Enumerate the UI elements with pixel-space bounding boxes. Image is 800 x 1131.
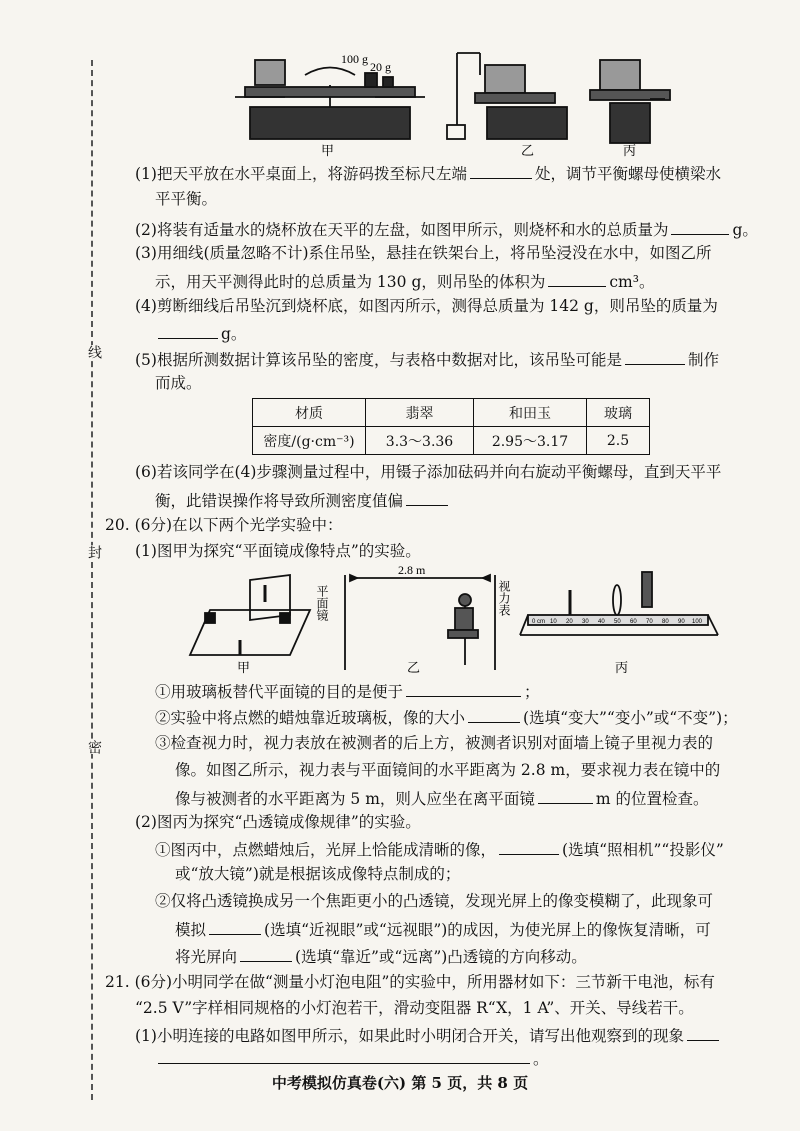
ruler-tick: 40 bbox=[598, 619, 605, 625]
q20-title: 20. (6分)在以下两个光学实验中： bbox=[105, 516, 343, 534]
table-cell: 密度/(g·cm⁻³) bbox=[253, 427, 366, 455]
q20-a2: ②实验中将点燃的蜡烛靠近玻璃板，像的大小 (选填“变大”“变小”或“不变”)； bbox=[155, 706, 738, 728]
answer-blank[interactable] bbox=[499, 838, 559, 855]
answer-blank[interactable] bbox=[671, 218, 729, 235]
q19-p6-line1: (6)若该同学在(4)步骤测量过程中，用镊子添加砝码并向右旋动平衡螺母，直到天平平 bbox=[135, 463, 722, 481]
table-cell: 和田玉 bbox=[474, 399, 587, 427]
page-footer: 中考模拟仿真卷(六) 第 5 页，共 8 页 bbox=[271, 1074, 529, 1092]
binding-mark-feng: 封 bbox=[86, 545, 102, 559]
q19-p5-line2: 而成。 bbox=[155, 374, 202, 392]
q20-p2: (2)图丙为探究“凸透镜成像规律”的实验。 bbox=[135, 813, 421, 831]
q20-b1-line1: ①图丙中，点燃蜡烛后，光屏上恰能成清晰的像， (选填“照相机”“投影仪” bbox=[155, 838, 724, 860]
ruler-tick: 100 bbox=[692, 619, 703, 625]
q19-p4-line1: (4)剪断细线后吊坠沉到烧杯底，如图丙所示，测得总质量为 142 g，则吊坠的质量为 bbox=[135, 297, 718, 315]
optical-bench-bing bbox=[520, 572, 718, 635]
balance-jia bbox=[235, 60, 425, 139]
answer-blank[interactable] bbox=[158, 1047, 530, 1064]
q21-line1: 21. (6分)小明同学在做“测量小灯泡电阻”的实验中，所用器材如下：三节新干电池，标有 bbox=[105, 973, 715, 991]
table-header-row bbox=[253, 399, 650, 427]
q20-a1: ①用玻璃板替代平面镜的目的是便于 ； bbox=[155, 680, 540, 702]
fig-label-jia: 甲 bbox=[237, 660, 251, 675]
answer-blank[interactable] bbox=[158, 322, 218, 339]
q20-a3-line1: ③检查视力时，视力表放在被测者的后上方，被测者识别对面墙上镜子里视力表的 bbox=[155, 734, 714, 752]
ruler-tick: 10 bbox=[550, 619, 557, 625]
table-cell: 材质 bbox=[253, 399, 366, 427]
distance-label: 2.8 m bbox=[398, 563, 426, 577]
fig-label-bing: 丙 bbox=[615, 660, 629, 675]
table-cell: 玻璃 bbox=[587, 399, 650, 427]
binding-mark-xian: 线 bbox=[86, 345, 102, 359]
answer-blank[interactable] bbox=[468, 706, 520, 723]
answer-blank[interactable] bbox=[548, 270, 606, 287]
table-row bbox=[253, 427, 650, 455]
table-cell: 2.5 bbox=[587, 427, 650, 455]
weight-100g: 100 g bbox=[341, 52, 368, 66]
answer-blank[interactable] bbox=[538, 787, 593, 804]
q20-b2-line3: 将光屏向 (选填“靠近”或“远离”)凸透镜的方向移动。 bbox=[175, 945, 587, 967]
q21-line3: (1)小明连接的电路如图甲所示，如果此时小明闭合开关，请写出他观察到的现象 bbox=[135, 1024, 722, 1046]
table-cell: 3.3～3.36 bbox=[366, 427, 474, 455]
q20-b2-line2: 模拟 (选填“近视眼”或“远视眼”)的成因，为使光屏上的像恢复清晰，可 bbox=[175, 918, 711, 940]
fig-label-yi: 乙 bbox=[521, 143, 535, 158]
table-cell: 翡翠 bbox=[366, 399, 474, 427]
fig-label-bing: 丙 bbox=[623, 143, 637, 158]
ruler-tick: 70 bbox=[646, 619, 653, 625]
mirror-setup-jia bbox=[190, 575, 310, 655]
ruler-tick: 20 bbox=[566, 619, 573, 625]
ruler-tick: 60 bbox=[630, 619, 637, 625]
answer-blank[interactable] bbox=[625, 348, 685, 365]
weight-20g: 20 g bbox=[370, 60, 391, 74]
q19-p3-line2: 示，用天平测得此时的总质量为 130 g，则吊坠的体积为 cm³。 bbox=[155, 270, 654, 292]
answer-blank[interactable] bbox=[470, 162, 532, 179]
answer-blank[interactable] bbox=[209, 918, 261, 935]
q20-a3-line3: 像与被测者的水平距离为 5 m，则人应坐在离平面镜 m 的位置检查。 bbox=[175, 787, 709, 809]
fig-label-jia: 甲 bbox=[321, 143, 335, 158]
q21-line4: 。 bbox=[155, 1047, 549, 1069]
q20-b2-line1: ②仅将凸透镜换成另一个焦距更小的凸透镜，发现光屏上的像变模糊了，此现象可 bbox=[155, 892, 714, 910]
q20-p1: (1)图甲为探究“平面镜成像特点”的实验。 bbox=[135, 542, 421, 560]
q19-p1-line2: 平平衡。 bbox=[155, 190, 218, 208]
q20-a3-line2: 像。如图乙所示，视力表与平面镜间的水平距离为 2.8 m，要求视力表在镜中的 bbox=[175, 761, 721, 779]
ruler-tick: 50 bbox=[614, 619, 621, 625]
fig-label-yi: 乙 bbox=[407, 660, 421, 675]
mirror-label: 平面镜 bbox=[315, 585, 329, 621]
binding-mark-mi: 密 bbox=[86, 740, 102, 754]
q19-p1-line1: (1)把天平放在水平桌面上，将游码拨至标尺左端 处，调节平衡螺母使横梁水 bbox=[135, 162, 721, 184]
answer-blank[interactable] bbox=[687, 1024, 719, 1041]
q19-p3-line1: (3)用细线(质量忽略不计)系住吊坠，悬挂在铁架台上，将吊坠浸没在水中，如图乙所 bbox=[135, 244, 712, 262]
answer-blank[interactable] bbox=[240, 945, 292, 962]
q19-p5-line1: (5)根据所测数据计算该吊坠的密度，与表格中数据对比，该吊坠可能是 制作 bbox=[135, 348, 719, 370]
chart-label: 视力表 bbox=[497, 580, 511, 616]
q19-p6-line2: 衡，此错误操作将导致所测密度值偏 bbox=[155, 489, 451, 511]
optics-figures bbox=[180, 560, 740, 675]
balance-bing bbox=[590, 60, 670, 143]
q21-line2: “2.5 V”字样相同规格的小灯泡若干，滑动变阻器 R“X，1 A”、开关、导线若干。 bbox=[135, 999, 694, 1017]
q19-p4-line2: g。 bbox=[155, 322, 246, 344]
balance-yi bbox=[447, 53, 567, 139]
eye-test-yi bbox=[345, 575, 495, 670]
q19-p2: (2)将装有适量水的烧杯放在天平的左盘，如图甲所示，则烧杯和水的总质量为 g。 bbox=[135, 218, 758, 240]
answer-blank[interactable] bbox=[406, 680, 521, 697]
ruler-tick: 30 bbox=[582, 619, 589, 625]
ruler-tick: 0 cm bbox=[532, 619, 546, 625]
ruler-tick: 80 bbox=[662, 619, 669, 625]
answer-blank[interactable] bbox=[406, 489, 448, 506]
density-table bbox=[252, 398, 650, 455]
ruler-tick: 90 bbox=[678, 619, 685, 625]
q20-b1-line2: 或“放大镜”)就是根据该成像特点制成的； bbox=[175, 865, 461, 883]
binding-line bbox=[91, 60, 93, 1100]
table-cell: 2.95～3.17 bbox=[474, 427, 587, 455]
